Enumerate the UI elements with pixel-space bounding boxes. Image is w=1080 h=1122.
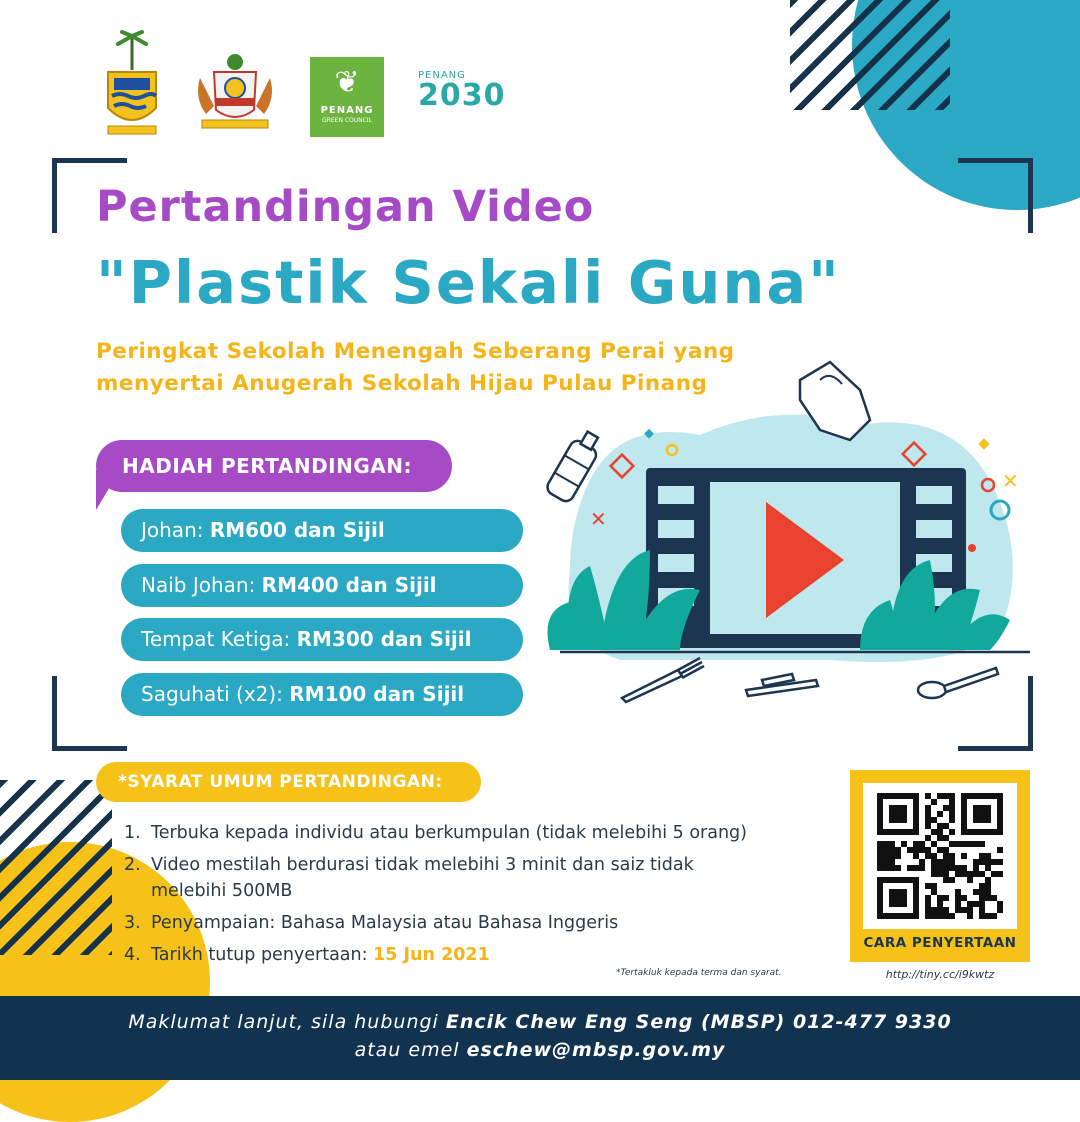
frame-corner-bottom-left [52, 676, 127, 751]
prize-value: RM300 dan Sijil [296, 627, 472, 651]
terms-list [124, 820, 844, 974]
video-play-illustration [530, 340, 1050, 714]
list-item [124, 910, 844, 936]
footer-line1 [0, 1008, 1080, 1036]
prize-value: RM400 dan Sijil [261, 573, 437, 597]
registration-link[interactable]: http://tiny.cc/i9kwtz [885, 968, 995, 981]
prize-value: RM600 dan Sijil [209, 518, 385, 542]
list-item [124, 942, 844, 968]
list-text: Terbuka kepada individu atau berkumpulan (tidak melebihi 5 orang) [151, 823, 747, 843]
prize-label: Naib Johan: [141, 573, 256, 597]
pgc-logo-text-line1: PENANG [320, 105, 374, 116]
plastic-fork-icon [622, 658, 704, 702]
list-number: 3. [124, 913, 141, 933]
frame-corner-top-right [958, 158, 1033, 233]
decorative-stripes-top [790, 0, 950, 110]
list-number: 1. [124, 823, 141, 843]
prize-label: Johan: [141, 518, 204, 542]
list-text: Video mestilah berdurasi tidak melebihi 3 minit dan saiz tidak melebihi 500MB [151, 855, 694, 901]
prize-value: RM100 dan Sijil [289, 682, 465, 706]
prize-label: Saguhati (x2): [141, 682, 283, 706]
plastic-spoon-icon [918, 668, 998, 698]
prize-item-tempat-ketiga [121, 618, 523, 661]
list-text: Tarikh tutup penyertaan: [151, 945, 368, 965]
list-text: Penyampaian: Bahasa Malaysia atau Bahasa Inggeris [151, 913, 619, 933]
subtitle-line1: Peringkat Sekolah Menengah Seberang Perai yang [96, 339, 735, 364]
terms-disclaimer: *Tertakluk kepada terma dan syarat. [616, 968, 782, 978]
pgc-logo-text-line2: GREEN COUNCIL [322, 117, 372, 124]
prize-label: Tempat Ketiga: [141, 627, 291, 651]
qr-code-icon [863, 783, 1017, 929]
footer-line2 [0, 1036, 1080, 1064]
footer-prefix: Maklumat lanjut, sila hubungi [128, 1011, 439, 1033]
svg-text:✕: ✕ [1002, 469, 1019, 493]
contact-footer [0, 996, 1080, 1080]
svg-text:✕: ✕ [590, 507, 607, 531]
title-line1: Pertandingan Video [96, 182, 595, 232]
subtitle-line2: menyertai Anugerah Sekolah Hijau Pulau Pinang [96, 371, 708, 396]
title-line2: "Plastik Sekali Guna" [96, 248, 841, 317]
terms-heading: *SYARAT UMUM PERTANDINGAN: [96, 762, 481, 802]
decorative-stripes-bottom [0, 780, 112, 955]
qr-code[interactable] [863, 783, 1017, 929]
footer-email-prefix: atau emel [354, 1039, 460, 1061]
contact-email[interactable]: eschew@mbsp.gov.my [466, 1039, 726, 1061]
penang-green-council-logo [310, 57, 384, 137]
list-item [124, 852, 844, 904]
plastic-straw-icon [746, 674, 818, 696]
prize-item-saguhati [121, 673, 523, 716]
mbsp-coat-of-arms-logo [192, 48, 278, 142]
penang2030-top-text: PENANG [418, 70, 466, 81]
leaf-icon: ❦ [334, 65, 360, 100]
penang-2030-logo [418, 70, 506, 111]
list-number: 4. [124, 945, 141, 965]
contact-person: Encik Chew Eng Seng (MBSP) 012-477 9330 [445, 1011, 952, 1033]
prize-heading: HADIAH PERTANDINGAN: [96, 440, 452, 492]
qr-label: CARA PENYERTAAN [863, 935, 1017, 951]
penang-state-crest-logo [104, 28, 160, 142]
prize-item-naib-johan [121, 564, 523, 607]
closing-date: 15 Jun 2021 [373, 945, 490, 965]
qr-code-panel[interactable] [850, 770, 1030, 962]
penang2030-bottom-text: 2030 [418, 78, 506, 113]
list-number: 2. [124, 855, 141, 875]
prize-item-johan [121, 509, 523, 552]
list-item [124, 820, 844, 846]
